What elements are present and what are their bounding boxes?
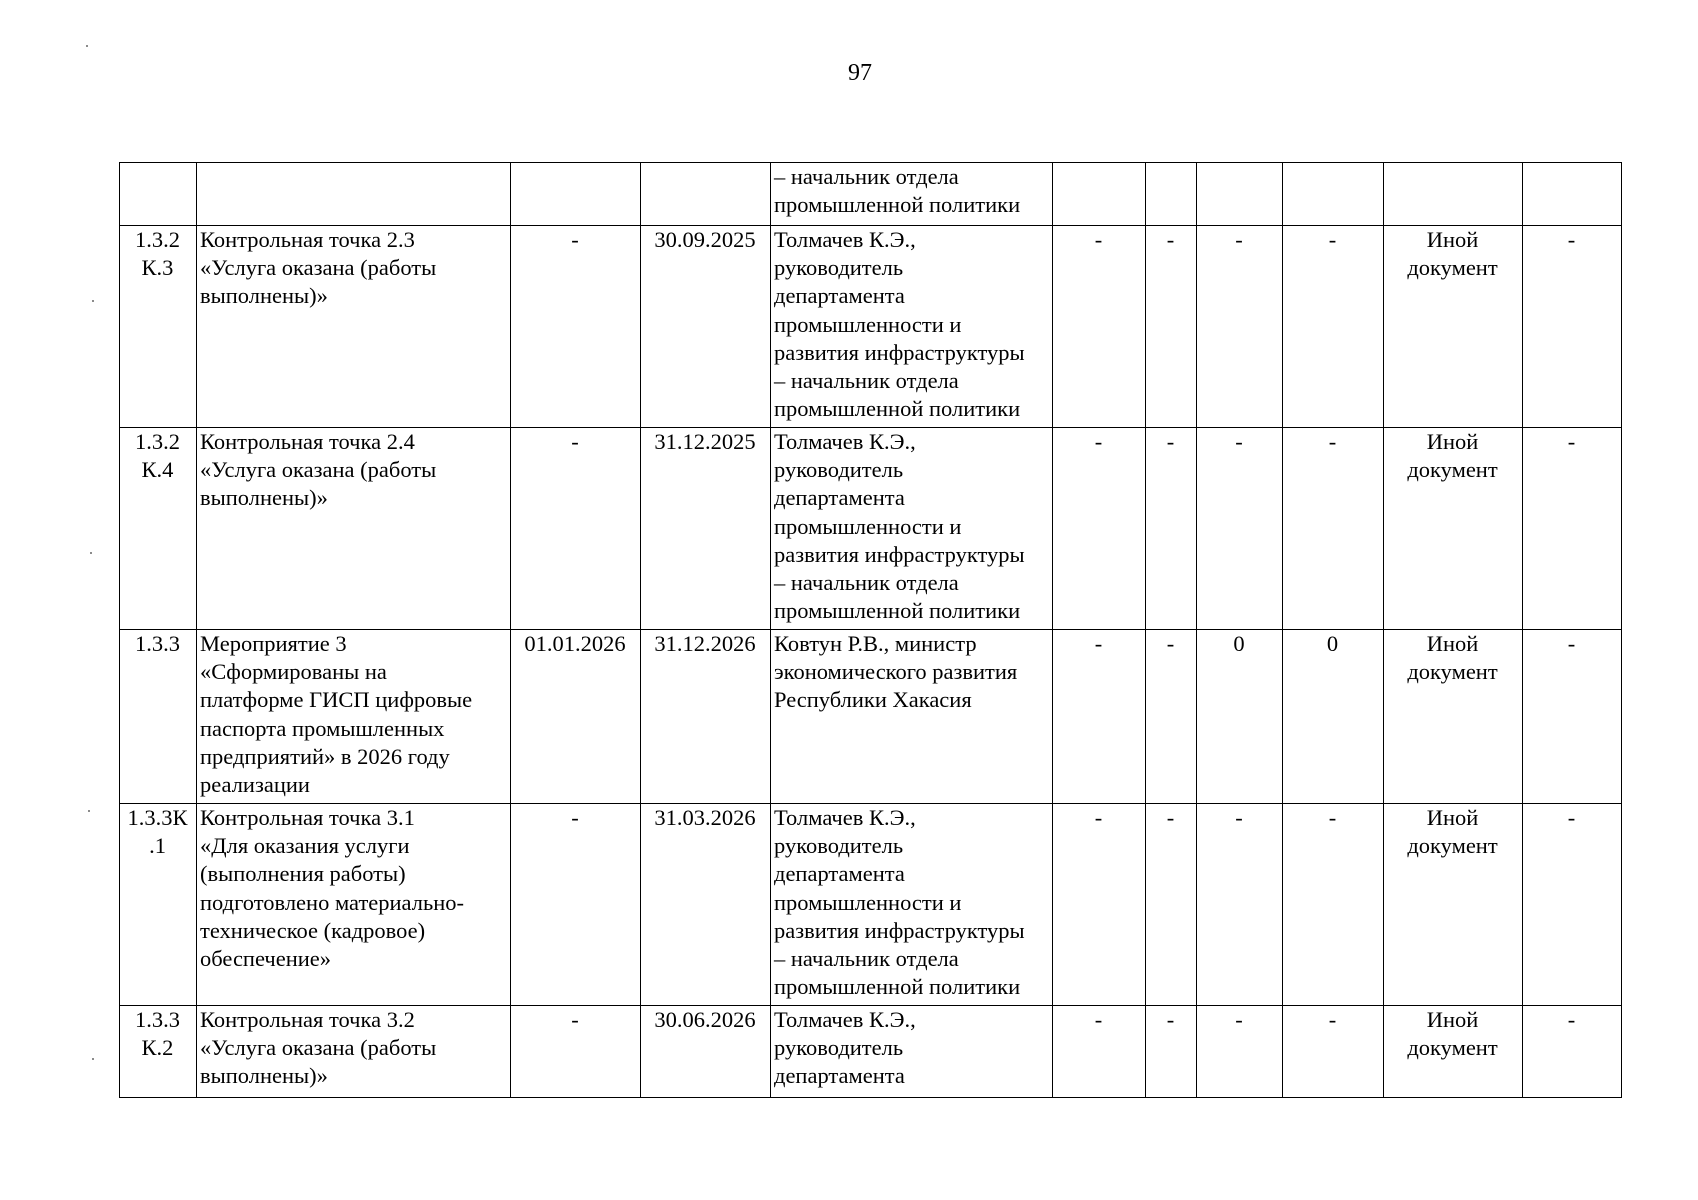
value-cell-4: - xyxy=(1283,804,1384,1006)
responsible-cell-line: Республики Хакасия xyxy=(774,687,972,713)
value-cell-2 xyxy=(1146,163,1197,226)
responsible-cell-line: промышленности и xyxy=(774,513,962,539)
value-cell-4 xyxy=(1283,163,1384,226)
last-value-cell: - xyxy=(1523,804,1622,1006)
document-type-cell-line: Иной xyxy=(1426,227,1479,252)
item-number-cell-line: К.3 xyxy=(141,255,174,281)
plan-table xyxy=(119,162,1622,1098)
value-cell-2: - xyxy=(1146,1006,1197,1098)
responsible-cell-line: Толмачев К.Э., xyxy=(774,1007,916,1032)
responsible-cell xyxy=(771,226,1053,428)
value-cell-3: 0 xyxy=(1197,630,1283,804)
document-type-cell xyxy=(1384,226,1523,428)
item-title-cell-line: платформе ГИСП цифровые xyxy=(200,687,473,713)
start-date-cell: - xyxy=(511,804,641,1006)
item-number-cell xyxy=(120,630,197,804)
item-title-cell xyxy=(197,163,511,226)
responsible-cell-line: – начальник отдела xyxy=(774,164,959,189)
item-title-cell-line: техническое (кадровое) xyxy=(200,917,426,943)
responsible-cell-line: промышленности и xyxy=(774,311,962,337)
responsible-cell-line: руководитель xyxy=(774,833,904,859)
start-date-cell: 01.01.2026 xyxy=(511,630,641,804)
item-number-cell xyxy=(120,163,197,226)
responsible-cell-line: развития инфраструктуры xyxy=(774,917,1025,943)
item-title-cell-line: «Для оказания услуги xyxy=(200,833,410,859)
responsible-cell-line: Толмачев К.Э., xyxy=(774,429,916,454)
value-cell-2: - xyxy=(1146,428,1197,630)
item-title-cell-line: обеспечение» xyxy=(200,946,332,972)
item-title-cell-line: «Услуга оказана (работы xyxy=(200,255,437,281)
document-type-cell-line: Иной xyxy=(1426,429,1479,454)
value-cell-3: - xyxy=(1197,804,1283,1006)
table-row xyxy=(120,804,1622,1006)
responsible-cell-line: Ковтун Р.В., министр xyxy=(774,631,977,656)
start-date-cell: - xyxy=(511,226,641,428)
document-type-cell-line: Иной xyxy=(1426,631,1479,656)
responsible-cell xyxy=(771,1006,1053,1098)
responsible-cell-line: развития инфраструктуры xyxy=(774,541,1025,567)
item-title-cell-line: (выполнения работы) xyxy=(200,861,406,887)
scan-speck xyxy=(92,1058,94,1060)
document-type-cell xyxy=(1384,428,1523,630)
value-cell-1: - xyxy=(1053,804,1146,1006)
last-value-cell: - xyxy=(1523,1006,1622,1098)
responsible-cell-line: руководитель xyxy=(774,1035,904,1061)
value-cell-4: - xyxy=(1283,428,1384,630)
value-cell-2: - xyxy=(1146,630,1197,804)
item-title-cell-line: Контрольная точка 3.2 xyxy=(200,1007,415,1032)
responsible-cell-line: Толмачев К.Э., xyxy=(774,805,916,830)
responsible-cell-line: экономического развития xyxy=(774,659,1018,685)
value-cell-1: - xyxy=(1053,428,1146,630)
end-date-cell: 30.09.2025 xyxy=(641,226,771,428)
item-number-cell-line: 1.3.3К xyxy=(127,805,188,830)
responsible-cell-line: развития инфраструктуры xyxy=(774,339,1025,365)
responsible-cell-line: промышленной политики xyxy=(774,598,1021,624)
responsible-cell-line: промышленной политики xyxy=(774,396,1021,422)
document-type-cell-line: документ xyxy=(1407,659,1498,685)
last-value-cell: - xyxy=(1523,226,1622,428)
table-row xyxy=(120,428,1622,630)
item-title-cell-line: «Услуга оказана (работы xyxy=(200,457,437,483)
scan-speck xyxy=(90,552,92,554)
value-cell-4: - xyxy=(1283,226,1384,428)
item-number-cell xyxy=(120,226,197,428)
item-title-cell-line: выполнены)» xyxy=(200,283,328,309)
item-title-cell-line: Мероприятие 3 xyxy=(200,631,347,656)
item-title-cell-line: реализации xyxy=(200,772,310,798)
responsible-cell-line: департамента xyxy=(774,283,905,309)
document-type-cell-line: документ xyxy=(1407,833,1498,859)
responsible-cell-line: департамента xyxy=(774,861,905,887)
last-value-cell: - xyxy=(1523,630,1622,804)
document-type-cell xyxy=(1384,630,1523,804)
item-title-cell-line: выполнены)» xyxy=(200,1063,328,1089)
responsible-cell xyxy=(771,163,1053,226)
item-title-cell-line: «Сформированы на xyxy=(200,659,387,685)
responsible-cell-line: промышленности и xyxy=(774,889,962,915)
item-title-cell-line: Контрольная точка 2.4 xyxy=(200,429,415,454)
end-date-cell: 31.12.2025 xyxy=(641,428,771,630)
table-row xyxy=(120,630,1622,804)
document-type-cell-line: Иной xyxy=(1426,805,1479,830)
start-date-cell xyxy=(511,163,641,226)
end-date-cell xyxy=(641,163,771,226)
responsible-cell-line: промышленной политики xyxy=(774,192,1021,218)
start-date-cell: - xyxy=(511,428,641,630)
scan-speck xyxy=(88,810,90,812)
responsible-cell xyxy=(771,804,1053,1006)
item-number-cell-line: К.4 xyxy=(141,457,174,483)
item-title-cell xyxy=(197,1006,511,1098)
start-date-cell: - xyxy=(511,1006,641,1098)
item-number-cell-line: 1.3.2 xyxy=(135,227,180,252)
item-title-cell xyxy=(197,804,511,1006)
value-cell-3: - xyxy=(1197,1006,1283,1098)
value-cell-4: - xyxy=(1283,1006,1384,1098)
item-number-cell xyxy=(120,804,197,1006)
item-title-cell-line: Контрольная точка 3.1 xyxy=(200,805,415,830)
item-number-cell-line: 1.3.3 xyxy=(135,1007,180,1032)
responsible-cell-line: департамента xyxy=(774,485,905,511)
item-title-cell-line: Контрольная точка 2.3 xyxy=(200,227,415,252)
item-number-cell xyxy=(120,428,197,630)
last-value-cell xyxy=(1523,163,1622,226)
item-title-cell-line: «Услуга оказана (работы xyxy=(200,1035,437,1061)
item-number-cell-line: 1.3.2 xyxy=(135,429,180,454)
table-row xyxy=(120,226,1622,428)
responsible-cell xyxy=(771,428,1053,630)
value-cell-2: - xyxy=(1146,226,1197,428)
document-type-cell xyxy=(1384,1006,1523,1098)
end-date-cell: 31.12.2026 xyxy=(641,630,771,804)
document-type-cell xyxy=(1384,804,1523,1006)
end-date-cell: 30.06.2026 xyxy=(641,1006,771,1098)
value-cell-1: - xyxy=(1053,1006,1146,1098)
scan-speck xyxy=(86,45,88,47)
value-cell-1 xyxy=(1053,163,1146,226)
table-row xyxy=(120,163,1622,226)
responsible-cell-line: – начальник отдела xyxy=(774,368,959,394)
responsible-cell-line: – начальник отдела xyxy=(774,570,959,596)
value-cell-3 xyxy=(1197,163,1283,226)
document-type-cell-line: Иной xyxy=(1426,1007,1479,1032)
table-body xyxy=(120,163,1622,1098)
item-title-cell-line: предприятий» в 2026 году xyxy=(200,743,450,769)
table-row xyxy=(120,1006,1622,1098)
value-cell-3: - xyxy=(1197,428,1283,630)
item-title-cell-line: паспорта промышленных xyxy=(200,715,445,741)
item-number-cell-line: 1.3.3 xyxy=(135,631,180,656)
item-number-cell-line: К.2 xyxy=(141,1035,174,1061)
item-title-cell-line: выполнены)» xyxy=(200,485,328,511)
last-value-cell: - xyxy=(1523,428,1622,630)
item-title-cell xyxy=(197,630,511,804)
responsible-cell-line: – начальник отдела xyxy=(774,946,959,972)
document-type-cell xyxy=(1384,163,1523,226)
item-number-cell xyxy=(120,1006,197,1098)
end-date-cell: 31.03.2026 xyxy=(641,804,771,1006)
item-title-cell xyxy=(197,428,511,630)
responsible-cell-line: Толмачев К.Э., xyxy=(774,227,916,252)
item-title-cell-line: подготовлено материально- xyxy=(200,889,465,915)
document-type-cell-line: документ xyxy=(1407,255,1498,281)
value-cell-2: - xyxy=(1146,804,1197,1006)
item-title-cell xyxy=(197,226,511,428)
value-cell-4: 0 xyxy=(1283,630,1384,804)
responsible-cell xyxy=(771,630,1053,804)
document-type-cell-line: документ xyxy=(1407,457,1498,483)
responsible-cell-line: руководитель xyxy=(774,255,904,281)
value-cell-1: - xyxy=(1053,226,1146,428)
value-cell-1: - xyxy=(1053,630,1146,804)
responsible-cell-line: руководитель xyxy=(774,457,904,483)
responsible-cell-line: департамента xyxy=(774,1063,905,1089)
scan-speck xyxy=(92,300,94,302)
value-cell-3: - xyxy=(1197,226,1283,428)
document-type-cell-line: документ xyxy=(1407,1035,1498,1061)
page-number: 97 xyxy=(848,60,872,86)
item-number-cell-line: .1 xyxy=(149,833,166,859)
responsible-cell-line: промышленной политики xyxy=(774,974,1021,1000)
